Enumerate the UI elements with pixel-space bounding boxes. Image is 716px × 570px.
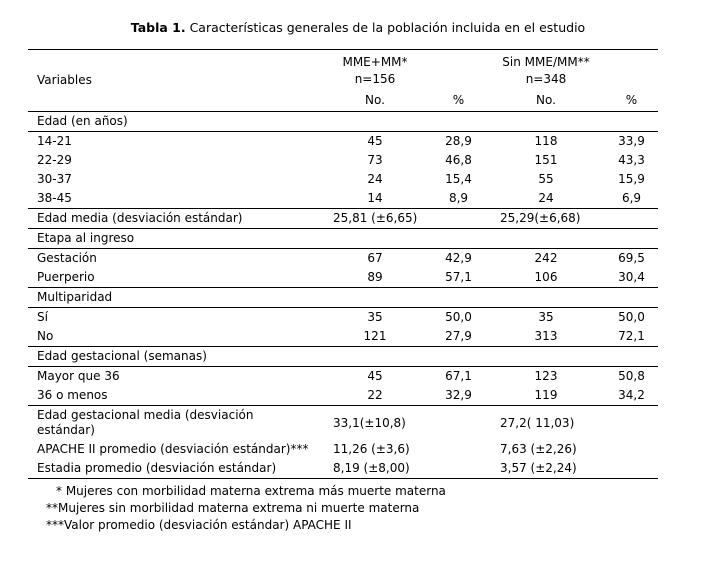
cell-no-1: 22 bbox=[367, 388, 383, 402]
cell-pct-2: 72,1 bbox=[618, 329, 645, 343]
row-label: Edad media (desviación estándar) bbox=[37, 211, 243, 225]
subheader-no-1: No. bbox=[365, 93, 385, 107]
table-row-estadia bbox=[28, 459, 658, 479]
table-row bbox=[28, 249, 658, 269]
cell-pct-1: 46,8 bbox=[445, 153, 472, 167]
group-header-sin-mme bbox=[487, 50, 605, 92]
cell-pct-2: 43,3 bbox=[618, 153, 645, 167]
cell-pct-1: 32,9 bbox=[445, 388, 472, 402]
variables-header: Variables bbox=[37, 73, 92, 87]
table-row bbox=[28, 132, 658, 152]
footnote-2: **Mujeres sin morbilidad materna extrema ni muerte materna bbox=[46, 501, 420, 515]
section-label: Edad (en años) bbox=[37, 114, 128, 128]
table-row bbox=[28, 151, 658, 170]
row-label: No bbox=[37, 329, 54, 343]
row-label: Estadia promedio (desviación estándar) bbox=[37, 461, 277, 475]
row-label: Mayor que 36 bbox=[37, 369, 120, 383]
row-label: Gestación bbox=[37, 251, 97, 265]
cell-pct-2: 50,8 bbox=[618, 369, 645, 383]
subheader-pct-1: % bbox=[452, 93, 465, 107]
table-row bbox=[28, 170, 658, 189]
cell-pct-2: 50,0 bbox=[618, 310, 645, 324]
cell-no-2: 123 bbox=[534, 369, 558, 383]
cell-pct-1: 50,0 bbox=[445, 310, 472, 324]
characteristics-table bbox=[28, 49, 658, 479]
footnote-3: ***Valor promedio (desviación estándar) APACHE II bbox=[46, 518, 352, 532]
cell-no-1: 45 bbox=[367, 134, 383, 148]
section-row-edad-gestacional bbox=[28, 347, 658, 367]
footnotes bbox=[0, 483, 716, 534]
cell-no-2: 24 bbox=[538, 191, 554, 205]
cell-no-1: 35 bbox=[367, 310, 383, 324]
group-mme-n: n=156 bbox=[354, 72, 396, 86]
row-label: 14-21 bbox=[37, 134, 72, 148]
table-title bbox=[0, 20, 716, 35]
cell-no-1: 121 bbox=[363, 329, 387, 343]
section-label: Edad gestacional (semanas) bbox=[37, 349, 207, 363]
footnote-1: * Mujeres con morbilidad materna extrema más muerte materna bbox=[56, 484, 446, 498]
subheader-no-2: No. bbox=[536, 93, 556, 107]
row-label: 36 o menos bbox=[37, 388, 108, 402]
merged-value-sin-mme: 7,63 (±2,26) bbox=[500, 442, 577, 456]
table-row bbox=[28, 367, 658, 387]
table-row-edad-media bbox=[28, 209, 658, 229]
cell-pct-1: 15,4 bbox=[445, 172, 472, 186]
section-row-edad bbox=[28, 112, 658, 132]
cell-pct-2: 33,9 bbox=[618, 134, 645, 148]
table-row bbox=[28, 386, 658, 406]
cell-no-2: 151 bbox=[534, 153, 558, 167]
table-title-label: Tabla 1. bbox=[130, 20, 186, 35]
row-label: Sí bbox=[37, 310, 48, 324]
row-label: 30-37 bbox=[37, 172, 72, 186]
group-sin-mme-name: Sin MME/MM** bbox=[502, 55, 590, 69]
cell-no-1: 67 bbox=[367, 251, 383, 265]
cell-no-1: 45 bbox=[367, 369, 383, 383]
cell-pct-2: 34,2 bbox=[618, 388, 645, 402]
cell-no-1: 73 bbox=[367, 153, 383, 167]
cell-pct-1: 67,1 bbox=[445, 369, 472, 383]
cell-no-2: 35 bbox=[538, 310, 554, 324]
row-label: 22-29 bbox=[37, 153, 72, 167]
row-label: Edad gestacional media (desviación estándar) bbox=[37, 408, 254, 437]
table-title-text: Características generales de la población incluida en el estudio bbox=[185, 20, 586, 35]
section-row-etapa bbox=[28, 229, 658, 249]
table-row bbox=[28, 327, 658, 347]
subheader-pct-2: % bbox=[625, 93, 638, 107]
cell-no-2: 242 bbox=[534, 251, 558, 265]
cell-pct-2: 6,9 bbox=[621, 191, 642, 205]
table-row-edad-gestacional-media bbox=[28, 406, 658, 441]
merged-value-sin-mme: 27,2( 11,03) bbox=[500, 415, 575, 430]
group-header-spacer-2 bbox=[605, 50, 658, 92]
section-row-multiparidad bbox=[28, 288, 658, 308]
group-header-row bbox=[28, 50, 658, 92]
row-label: Puerperio bbox=[37, 270, 95, 284]
merged-value-mme: 25,81 (±6,65) bbox=[333, 211, 418, 225]
table-row bbox=[28, 189, 658, 209]
group-header-mme bbox=[320, 50, 430, 92]
cell-pct-1: 42,9 bbox=[445, 251, 472, 265]
cell-no-2: 55 bbox=[538, 172, 554, 186]
cell-pct-2: 69,5 bbox=[618, 251, 645, 265]
cell-pct-1: 57,1 bbox=[445, 270, 472, 284]
merged-value-mme: 8,19 (±8,00) bbox=[333, 461, 410, 475]
cell-pct-1: 8,9 bbox=[448, 191, 469, 205]
cell-no-2: 119 bbox=[534, 388, 558, 402]
group-sin-mme-n: n=348 bbox=[525, 72, 567, 86]
cell-pct-2: 30,4 bbox=[618, 270, 645, 284]
merged-value-sin-mme: 25,29(±6,68) bbox=[500, 211, 581, 225]
group-header-spacer-1 bbox=[430, 50, 487, 92]
group-mme-name: MME+MM* bbox=[342, 55, 408, 69]
cell-no-1: 14 bbox=[367, 191, 383, 205]
section-label: Multiparidad bbox=[37, 290, 113, 304]
cell-pct-1: 28,9 bbox=[445, 134, 472, 148]
row-label: APACHE II promedio (desviación estándar)*** bbox=[37, 442, 309, 456]
cell-pct-2: 15,9 bbox=[618, 172, 645, 186]
row-label: 38-45 bbox=[37, 191, 72, 205]
cell-no-2: 106 bbox=[534, 270, 558, 284]
cell-no-1: 24 bbox=[367, 172, 383, 186]
cell-no-2: 118 bbox=[534, 134, 558, 148]
merged-value-sin-mme: 3,57 (±2,24) bbox=[500, 461, 577, 475]
table-row bbox=[28, 308, 658, 328]
cell-no-2: 313 bbox=[534, 329, 558, 343]
section-label: Etapa al ingreso bbox=[37, 231, 135, 245]
cell-no-1: 89 bbox=[367, 270, 383, 284]
merged-value-mme: 11,26 (±3,6) bbox=[333, 442, 410, 456]
table-row-apache bbox=[28, 440, 658, 459]
merged-value-mme: 33,1(±10,8) bbox=[333, 415, 406, 430]
cell-pct-1: 27,9 bbox=[445, 329, 472, 343]
table-row bbox=[28, 268, 658, 288]
